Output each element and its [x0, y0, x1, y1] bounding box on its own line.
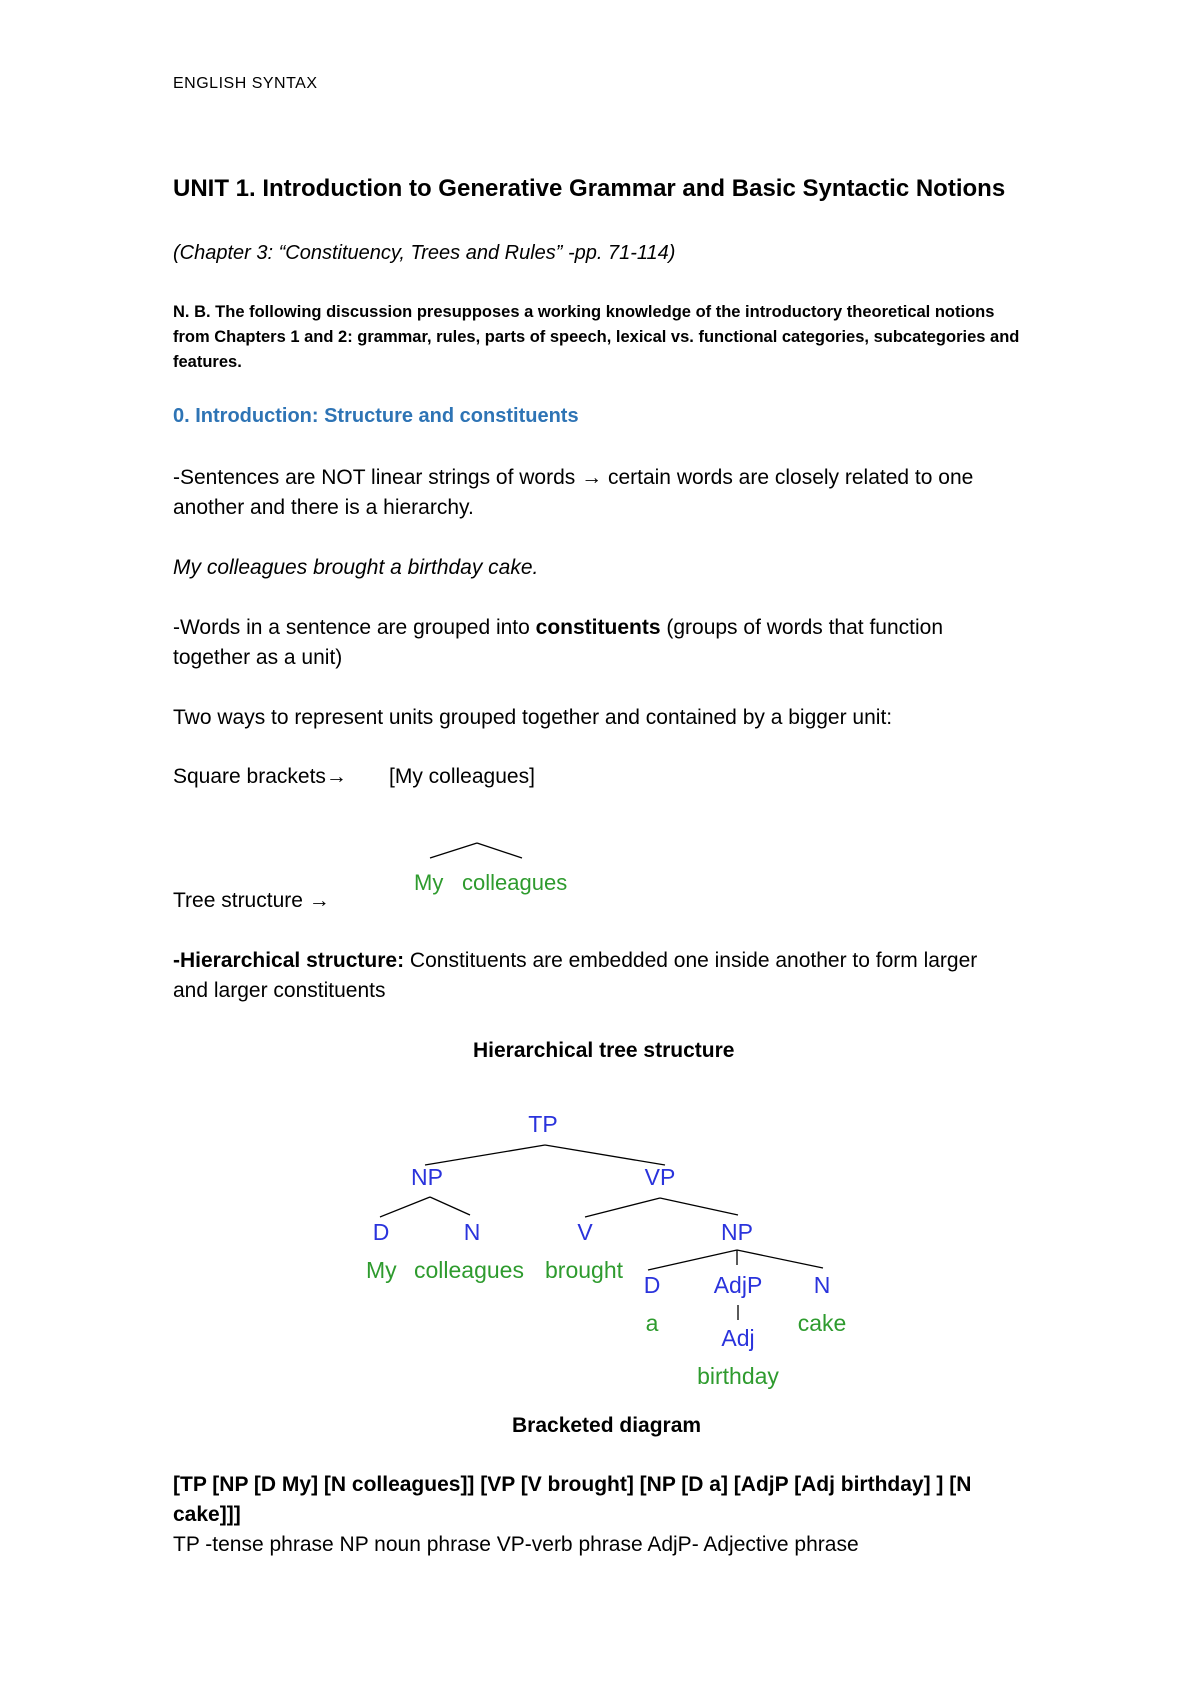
arrow-icon: → [325, 765, 347, 788]
phrase-legend: TP -tense phrase NP noun phrase VP-verb phrase AdjP- Adjective phrase [173, 1533, 859, 1556]
arrow-icon: → [308, 889, 330, 912]
square-brackets-text: Square brackets [173, 765, 326, 788]
mini-tree-word-my: My [414, 870, 444, 895]
tree-branch [585, 1198, 660, 1217]
para1-text-a: -Sentences are NOT linear strings of words [173, 466, 582, 489]
tree-node-d: D [372, 1219, 390, 1245]
para1-text-c: another and there is a hierarchy. [173, 496, 474, 519]
tree-structure-text: Tree structure [173, 889, 309, 912]
tree-branch [648, 1250, 737, 1270]
tree-branch [545, 1145, 665, 1165]
para1-text-b: certain words are closely related to one [602, 466, 974, 489]
tree-node-v: V [577, 1219, 593, 1245]
bracket-heading: Bracketed diagram [512, 1414, 702, 1437]
tree-node-adj: Adj [721, 1325, 755, 1351]
tree-branch [425, 1145, 545, 1165]
tree-branch [380, 1197, 430, 1217]
hierarchical-term: -Hierarchical structure: [173, 949, 405, 972]
tree-node-np: NP [411, 1164, 443, 1190]
bracketed-line-1: [TP [NP [D My] [N colleagues]] [VP [V brought] [NP [D a] [AdjP [Adj birthday] ] [N [173, 1473, 972, 1496]
tree-node-d: D [643, 1272, 661, 1298]
tree-branch [737, 1250, 823, 1268]
square-brackets-example: [My colleagues] [389, 765, 535, 788]
tree-word-my: My [366, 1257, 397, 1283]
unit-title: UNIT 1. Introduction to Generative Grammar and Basic Syntactic Notions [173, 175, 1006, 202]
tree-node-np: NP [721, 1219, 753, 1245]
tree-node-adjp: AdjP [713, 1272, 763, 1298]
bracketed-line-2: cake]]] [173, 1503, 241, 1526]
tree-word-cake: cake [797, 1310, 847, 1336]
tree-node-tp: TP [528, 1111, 558, 1137]
para2-line2: together as a unit) [173, 646, 343, 669]
arrow-icon: → [581, 466, 603, 489]
tree-word-birthday: birthday [697, 1363, 779, 1389]
bracketed-diagram [173, 1470, 971, 1560]
chapter-reference: (Chapter 3: “Constituency, Trees and Rules” -pp. 71-114) [173, 242, 676, 264]
tree-branch [430, 1197, 470, 1215]
constituents-term: constituents [535, 616, 661, 639]
para2-rest: (groups of words that function [660, 616, 944, 639]
section-heading: 0. Introduction: Structure and constituents [173, 405, 579, 427]
paragraph-two-ways: Two ways to represent units grouped together and contained by a bigger unit: [173, 706, 893, 729]
para2-lead: -Words in a sentence are grouped into [173, 616, 536, 639]
tree-word-brought: brought [545, 1257, 624, 1283]
para4-line2: and larger constituents [173, 979, 386, 1002]
example-sentence: My colleagues brought a birthday cake. [173, 556, 539, 579]
page-header: ENGLISH SYNTAX [173, 75, 318, 92]
para4-rest: Constituents are embedded one inside another to form larger [404, 949, 978, 972]
tree-heading: Hierarchical tree structure [473, 1039, 735, 1062]
tree-node-n: N [463, 1219, 481, 1245]
tree-node-n: N [813, 1272, 831, 1298]
tree-word-colleagues: colleagues [414, 1257, 524, 1283]
tree-word-a: a [645, 1310, 659, 1336]
tree-node-vp: VP [644, 1164, 676, 1190]
nb-note: N. B. The following discussion presupposes a working knowledge of the introductory theoretical notions from Chapters 1 and 2: grammar, rules, parts of speech, lexical vs. functional categories, subcategories and features. [173, 303, 1020, 371]
mini-tree-word-colleagues: colleagues [462, 870, 568, 895]
tree-branch [660, 1198, 738, 1215]
